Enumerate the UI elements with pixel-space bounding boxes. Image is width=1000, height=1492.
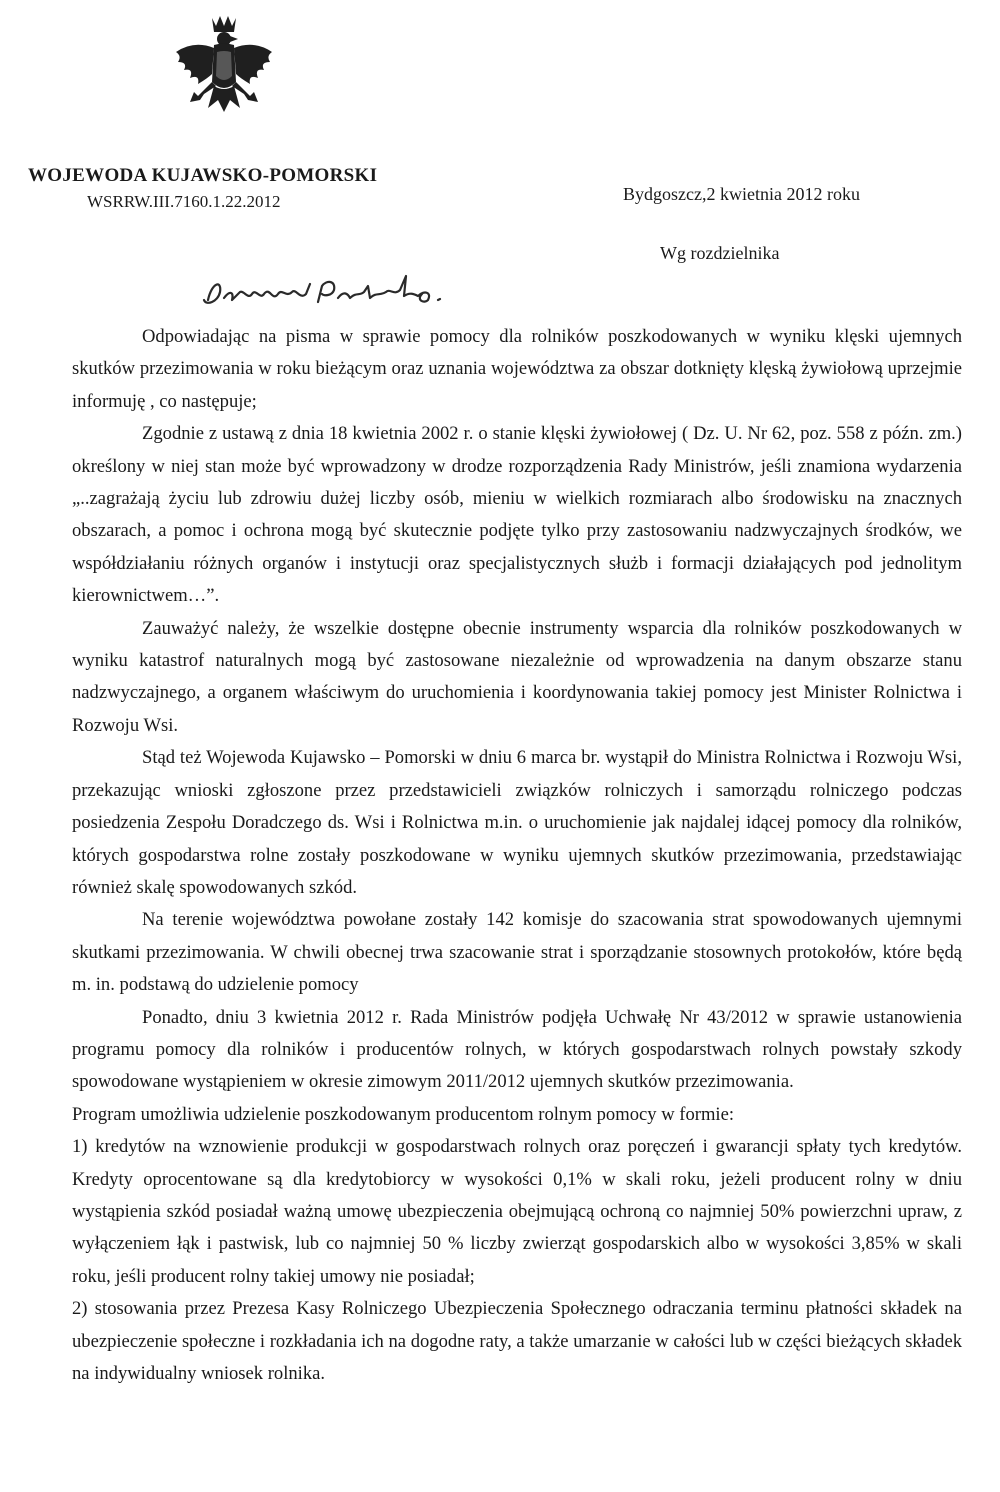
- reference-number: WSRRW.III.7160.1.22.2012: [87, 192, 281, 211]
- paragraph-support-instruments: Zauważyć należy, że wszelkie dostępne obecnie instrumenty wsparcia dla rolników poszkodowanych w wyniku katastrof naturalnych mogą być zastosowane niezależnie od wprowadzenia na danym obszarze stanu nadzwyczajnego, a organem właściwym do uruchomienia i koordynowania takiej pomocy jest Minister Rolnictwa i Rozwoju Wsi.: [72, 617, 962, 736]
- date-line: Bydgoszcz,2 kwietnia 2012 roku: [623, 184, 860, 204]
- paragraph-commissions: Na terenie województwa powołane zostały 142 komisje do szacowania strat spowodowanych ujemnymi skutkami przezimowania. W chwili obecnej trwa szacowanie strat i sporządzanie stosownych protokołów, które będą m. in. podstawą do udzielenie pomocy: [72, 909, 962, 996]
- recipient-line: Wg rozdzielnika: [660, 243, 780, 263]
- paragraph-council-resolution: Ponadto, dniu 3 kwietnia 2012 r. Rada Ministrów podjęła Uchwałę Nr 43/2012 w sprawie ustanowienia programu pomocy dla rolników i producentów rolnych, w których gospodarstwach rolnych powstały szkody spowodowane wystąpieniem w okresie zimowym 2011/2012 ujemnych skutków przezimowania.: [72, 1006, 962, 1093]
- polish-eagle-emblem-icon: [168, 12, 278, 130]
- list-item-krus: 2) stosowania przez Prezesa Kasy Rolniczego Ubezpieczenia Społecznego odraczania terminu płatności składek na ubezpieczenie społeczne i rozkładania ich na dogodne raty, a także umarzanie w całości lub w części bieżących składek na indywidualny wniosek rolnika.: [72, 1298, 962, 1384]
- paragraph-legal-basis: Zgodnie z ustawą z dnia 18 kwietnia 2002 r. o stanie klęski żywiołowej ( Dz. U. Nr 62, poz. 558 z późn. zm.) określony w niej stan może być wprowadzony w drodze rozporządzenia Rady Ministrów, jeśli znamiona wydarzenia „..zagrażają życiu lub zdrowiu dużej liczby osób, mieniu w wielkich rozmiarach albo środowisku na znacznych obszarach, a pomoc i ochrona mogą być skutecznie podjęte tylko przy zastosowaniu nadzwyczajnych środków, we współdziałaniu różnych organów i instytucji oraz specjalistycznych służb i formacji działających pod jednolitym kierownictwem…”.: [72, 423, 962, 607]
- handwritten-salutation: [200, 262, 500, 312]
- paragraph-voivode-request: Stąd też Wojewoda Kujawsko – Pomorski w dniu 6 marca br. wystąpił do Ministra Rolnictwa i Rozwoju Wsi, przekazując wnioski zgłoszone przez przedstawicieli związków rolniczych i samorządu rolniczego podczas posiedzenia Zespołu Doradczego ds. Wsi i Rolnictwa m.in. o uruchomienie jak najdalej idącej pomocy dla rolników, których gospodarstwa rolne zostały poszkodowane w wyniku ujemnych skutków przezimowania, przedstawiając również skalę spowodowanych szkód.: [72, 747, 962, 898]
- letter-body: [72, 321, 962, 1390]
- list-item-credits: 1) kredytów na wznowienie produkcji w gospodarstwach rolnych oraz poręczeń i gwarancji spłaty tych kredytów. Kredyty oprocentowane są dla kredytobiorcy w wysokości 0,1% w skali roku, jeżeli producent rolny w dniu wystąpienia szkód posiadał ważną umowę ubezpieczenia obejmującą ochroną co najmniej 50% powierzchni upraw, z wyłączeniem łąk i pastwisk, lub co najmniej 50 % liczby zwierząt gospodarskich albo w wysokości 3,85% w skali roku, jeśli producent rolny takiej umowy nie posiadał;: [72, 1136, 962, 1287]
- authority-title: WOJEWODA KUJAWSKO-POMORSKI: [28, 165, 378, 186]
- paragraph-program-intro: Program umożliwia udzielenie poszkodowanym producentom rolnym pomocy w formie:: [72, 1103, 734, 1125]
- paragraph-intro: Odpowiadając na pisma w sprawie pomocy dla rolników poszkodowanych w wyniku klęski ujemnych skutków przezimowania w roku bieżącym oraz uznania województwa za obszar dotknięty klęską żywiołową uprzejmie informuję , co następuje;: [72, 326, 962, 412]
